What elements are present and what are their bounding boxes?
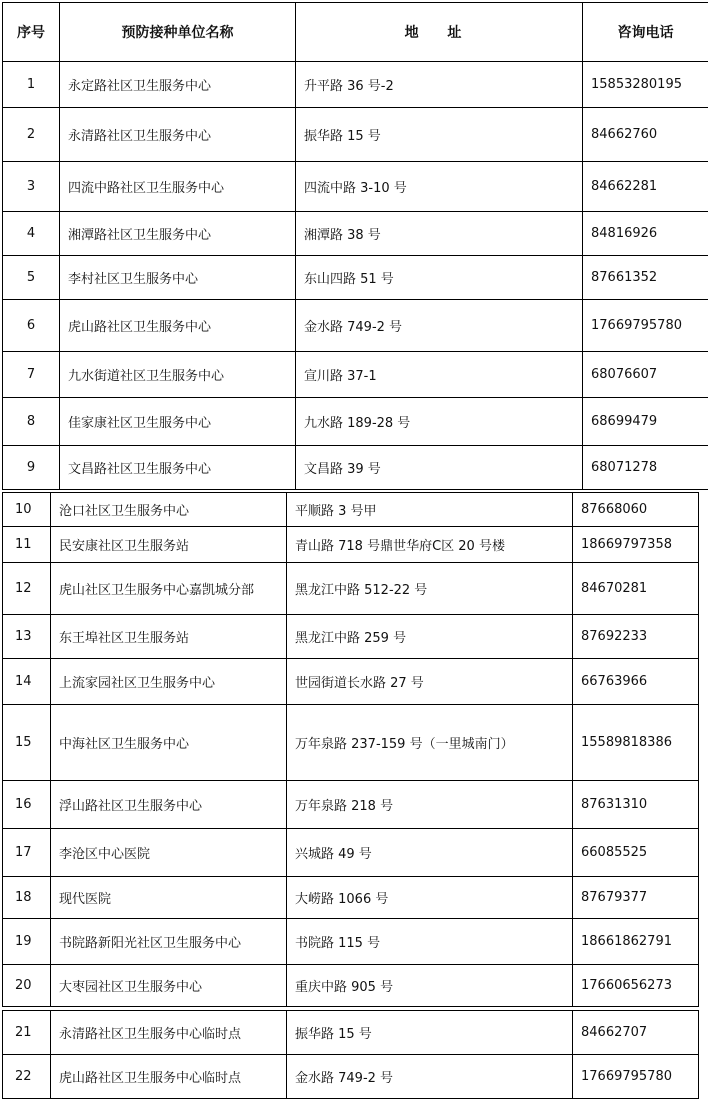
site-name: 李村社区卫生服务中心 — [60, 256, 296, 300]
table-row — [3, 659, 699, 705]
site-name: 大枣园社区卫生服务中心 — [51, 965, 287, 1007]
site-address: 升平路 36 号-2 — [296, 62, 583, 108]
site-name: 民安康社区卫生服务站 — [51, 527, 287, 563]
row-number: 6 — [3, 300, 60, 352]
row-number: 11 — [3, 527, 51, 563]
table-body-part-2 — [3, 493, 699, 1007]
row-number: 21 — [3, 1011, 51, 1055]
site-address: 书院路 115 号 — [287, 919, 573, 965]
site-address: 黑龙江中路 512-22 号 — [287, 563, 573, 615]
site-address: 湘潭路 38 号 — [296, 212, 583, 256]
table-row — [3, 919, 699, 965]
site-phone: 84816926 — [583, 212, 708, 256]
site-address: 万年泉路 218 号 — [287, 781, 573, 829]
table-row — [3, 1011, 699, 1055]
row-number: 22 — [3, 1055, 51, 1099]
site-phone: 66085525 — [573, 829, 699, 877]
table-row — [3, 212, 708, 256]
site-address: 九水路 189-28 号 — [296, 398, 583, 446]
site-name: 上流家园社区卫生服务中心 — [51, 659, 287, 705]
row-number: 5 — [3, 256, 60, 300]
site-phone: 84662281 — [583, 162, 708, 212]
header-row — [3, 3, 708, 62]
table-row — [3, 300, 708, 352]
site-name: 现代医院 — [51, 877, 287, 919]
table-row — [3, 705, 699, 781]
site-name: 永清路社区卫生服务中心临时点 — [51, 1011, 287, 1055]
row-number: 2 — [3, 108, 60, 162]
site-phone: 68699479 — [583, 398, 708, 446]
site-address: 文昌路 39 号 — [296, 446, 583, 490]
table-body-part-1 — [3, 62, 708, 490]
row-number: 13 — [3, 615, 51, 659]
row-number: 19 — [3, 919, 51, 965]
header-address: 地 址 — [296, 3, 583, 62]
table-row — [3, 446, 708, 490]
site-address: 黑龙江中路 259 号 — [287, 615, 573, 659]
site-phone: 87679377 — [573, 877, 699, 919]
site-name: 沧口社区卫生服务中心 — [51, 493, 287, 527]
site-address: 万年泉路 237-159 号（一里城南门） — [287, 705, 573, 781]
site-address: 大崂路 1066 号 — [287, 877, 573, 919]
table-row — [3, 256, 708, 300]
row-number: 14 — [3, 659, 51, 705]
site-name: 浮山路社区卫生服务中心 — [51, 781, 287, 829]
site-name: 九水街道社区卫生服务中心 — [60, 352, 296, 398]
row-number: 18 — [3, 877, 51, 919]
table-row — [3, 162, 708, 212]
table-body-part-3 — [3, 1011, 699, 1099]
row-number: 3 — [3, 162, 60, 212]
row-number: 4 — [3, 212, 60, 256]
table-row — [3, 965, 699, 1007]
site-name: 永定路社区卫生服务中心 — [60, 62, 296, 108]
table-row — [3, 62, 708, 108]
header-no: 序号 — [3, 3, 60, 62]
vaccination-sites-table-part-2 — [2, 492, 699, 1007]
site-phone: 15853280195 — [583, 62, 708, 108]
table-row — [3, 398, 708, 446]
site-address: 四流中路 3-10 号 — [296, 162, 583, 212]
row-number: 15 — [3, 705, 51, 781]
row-number: 16 — [3, 781, 51, 829]
site-phone: 17669795780 — [583, 300, 708, 352]
site-phone: 87692233 — [573, 615, 699, 659]
row-number: 17 — [3, 829, 51, 877]
site-phone: 84670281 — [573, 563, 699, 615]
site-phone: 66763966 — [573, 659, 699, 705]
site-phone: 84662707 — [573, 1011, 699, 1055]
site-address: 重庆中路 905 号 — [287, 965, 573, 1007]
table-row — [3, 108, 708, 162]
table-row — [3, 781, 699, 829]
site-address: 金水路 749-2 号 — [287, 1055, 573, 1099]
vaccination-sites-table-part-3 — [2, 1010, 699, 1099]
site-phone: 18661862791 — [573, 919, 699, 965]
site-name: 四流中路社区卫生服务中心 — [60, 162, 296, 212]
site-address: 东山四路 51 号 — [296, 256, 583, 300]
row-number: 7 — [3, 352, 60, 398]
table-row — [3, 563, 699, 615]
header-phone: 咨询电话 — [583, 3, 708, 62]
site-address: 平顺路 3 号甲 — [287, 493, 573, 527]
site-address: 青山路 718 号鼎世华府C区 20 号楼 — [287, 527, 573, 563]
site-address: 宣川路 37-1 — [296, 352, 583, 398]
site-name: 湘潭路社区卫生服务中心 — [60, 212, 296, 256]
site-name: 虎山路社区卫生服务中心 — [60, 300, 296, 352]
row-number: 20 — [3, 965, 51, 1007]
vaccination-sites-table-part-1 — [2, 2, 708, 490]
table-row — [3, 615, 699, 659]
row-number: 9 — [3, 446, 60, 490]
table-row — [3, 527, 699, 563]
site-name: 佳家康社区卫生服务中心 — [60, 398, 296, 446]
row-number: 12 — [3, 563, 51, 615]
site-name: 虎山路社区卫生服务中心临时点 — [51, 1055, 287, 1099]
table-row — [3, 877, 699, 919]
row-number: 10 — [3, 493, 51, 527]
site-name: 书院路新阳光社区卫生服务中心 — [51, 919, 287, 965]
site-address: 金水路 749-2 号 — [296, 300, 583, 352]
site-address: 振华路 15 号 — [296, 108, 583, 162]
site-phone: 87661352 — [583, 256, 708, 300]
site-address: 振华路 15 号 — [287, 1011, 573, 1055]
table-row — [3, 829, 699, 877]
site-phone: 68076607 — [583, 352, 708, 398]
site-phone: 68071278 — [583, 446, 708, 490]
site-phone: 15589818386 — [573, 705, 699, 781]
site-phone: 84662760 — [583, 108, 708, 162]
site-phone: 87631310 — [573, 781, 699, 829]
site-address: 世园街道长水路 27 号 — [287, 659, 573, 705]
site-name: 东王埠社区卫生服务站 — [51, 615, 287, 659]
site-phone: 18669797358 — [573, 527, 699, 563]
table-row — [3, 1055, 699, 1099]
site-name: 中海社区卫生服务中心 — [51, 705, 287, 781]
site-address: 兴城路 49 号 — [287, 829, 573, 877]
row-number: 8 — [3, 398, 60, 446]
header-name: 预防接种单位名称 — [60, 3, 296, 62]
site-name: 文昌路社区卫生服务中心 — [60, 446, 296, 490]
site-phone: 17660656273 — [573, 965, 699, 1007]
site-name: 永清路社区卫生服务中心 — [60, 108, 296, 162]
table-row — [3, 493, 699, 527]
site-phone: 87668060 — [573, 493, 699, 527]
row-number: 1 — [3, 62, 60, 108]
table-row — [3, 352, 708, 398]
site-name: 李沧区中心医院 — [51, 829, 287, 877]
site-phone: 17669795780 — [573, 1055, 699, 1099]
site-name: 虎山社区卫生服务中心嘉凯城分部 — [51, 563, 287, 615]
